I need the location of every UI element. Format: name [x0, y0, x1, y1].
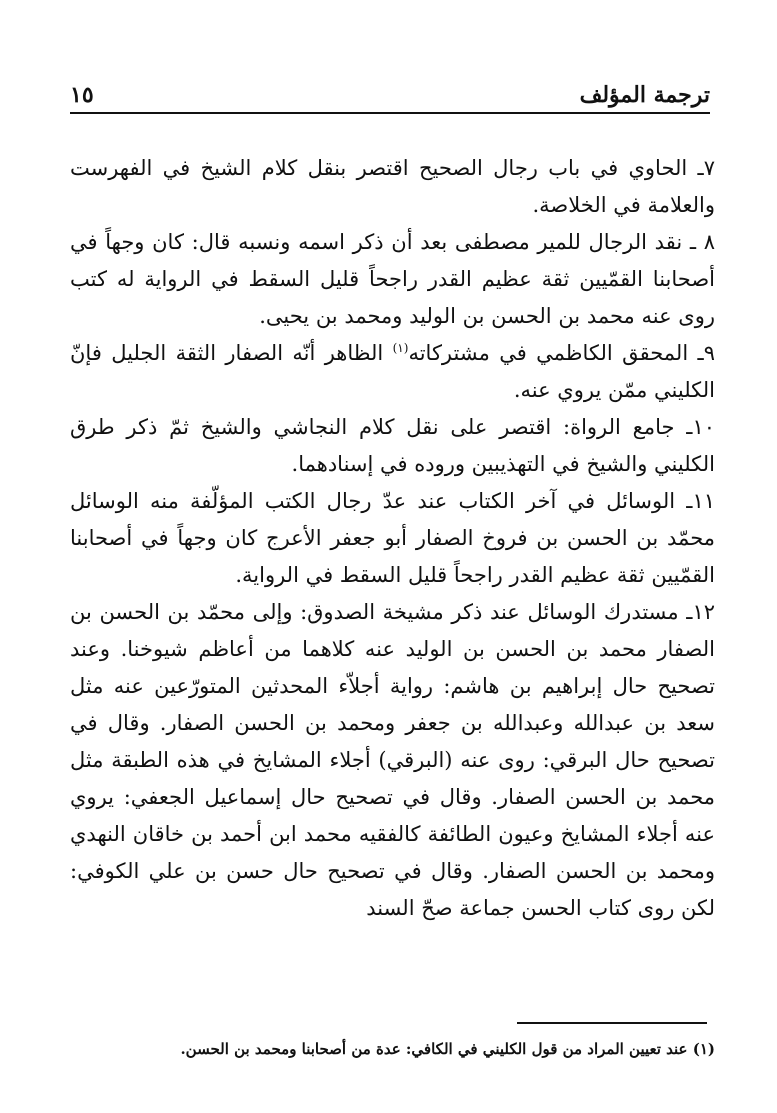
footnote-marker: (١)	[392, 341, 409, 355]
footnote-divider	[517, 1022, 707, 1024]
page-number: ١٥	[70, 82, 94, 108]
paragraph-9	[70, 335, 715, 409]
paragraph-10: ١٠ـ جامع الرواة: اقتصر على نقل كلام النجاشي والشيخ ثمّ ذكر طرق الكليني والشيخ في التهذيبين وروده في إسنادهما.	[70, 415, 715, 476]
paragraph-8: ٨ ـ نقد الرجال للمير مصطفى بعد أن ذكر اسمه ونسبه قال: كان وجهاً في أصحابنا القمّيين ثقة عظيم القدر راجحاً قليل السقط في الرواية له كتب روى عنه محمد بن الحسن بن الوليد ومحمد بن يحيى.	[70, 230, 715, 328]
footnote: (١) عند تعيين المراد من قول الكليني في الكافي: عدة من أصحابنا ومحمد بن الحسن.	[180, 1040, 715, 1058]
paragraph-7: ٧ـ الحاوي في باب رجال الصحيح اقتصر بنقل كلام الشيخ في الفهرست والعلامة في الخلاصة.	[70, 156, 715, 217]
header-title: ترجمة المؤلف	[579, 82, 710, 108]
paragraph-9-text-before: ٩ـ المحقق الكاظمي في مشتركاته	[408, 341, 715, 365]
running-header	[70, 78, 710, 114]
main-text	[70, 150, 715, 927]
paragraph-12: ١٢ـ مستدرك الوسائل عند ذكر مشيخة الصدوق: وإلى محمّد بن الحسن بن الصفار محمد بن الحسن بن الوليد عنه كلاهما من أعاظم شيوخنا. وعند تصحيح حال إبراهيم بن هاشم: رواية أجلاّء المحدثين المتورّعين عنه مثل سعد بن عبدالله وعبدالله بن جعفر ومحمد بن الحسن الصفار. وقال في تصحيح حال البرقي: روى عنه (البرقي) أجلاء المشايخ في هذه الطبقة مثل محمد بن الحسن الصفار. وقال في تصحيح حال إسماعيل الجعفي: يروي عنه أجلاء المشايخ وعيون الطائفة كالفقيه محمد ابن أحمد بن خاقان النهدي ومحمد بن الحسن الصفار. وقال في تصحيح حال حسن بن علي الكوفي: لكن روى كتاب الحسن جماعة صحّ السند	[70, 600, 715, 920]
paragraph-9-text-after: الظاهر أنّه الصفار الثقة الجليل فإنّ الكليني ممّن يروي عنه.	[70, 341, 715, 402]
paragraph-11: ١١ـ الوسائل في آخر الكتاب عند عدّ رجال الكتب المؤلّفة منه الوسائل محمّد بن الحسن بن فروخ الصفار أبو جعفر الأعرج كان وجهاً في أصحابنا القمّيين ثقة عظيم القدر راجحاً قليل السقط في الرواية.	[70, 489, 715, 587]
